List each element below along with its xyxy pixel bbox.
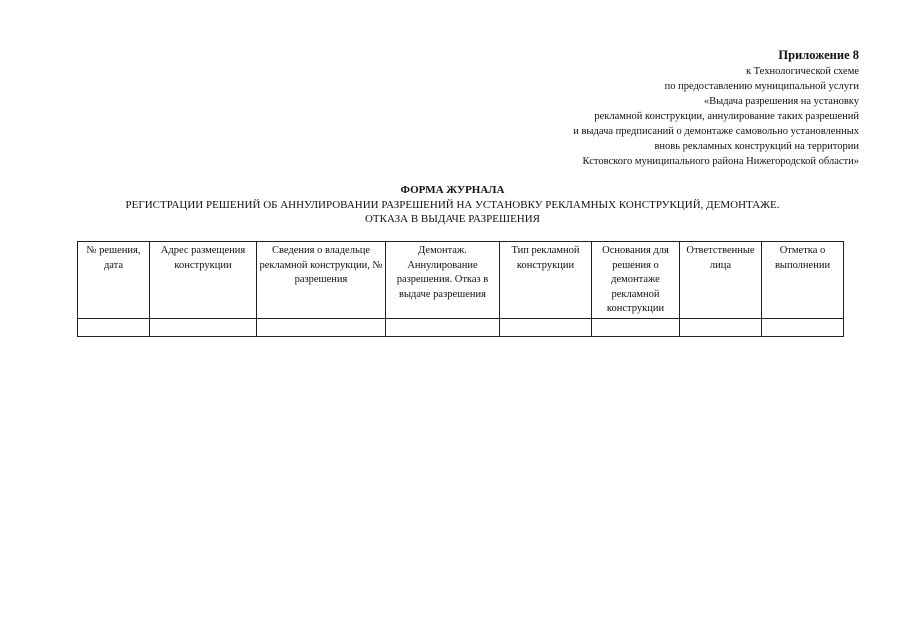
table-header-row (78, 242, 844, 319)
table-cell (592, 318, 680, 336)
appendix-header (573, 47, 859, 169)
column-header-decision-number: № решения, дата (78, 242, 150, 319)
column-header-grounds: Основания для решения о демонтаже рекламной конструкции (592, 242, 680, 319)
appendix-line: рекламной конструкции, аннулирование таких разрешений (594, 111, 859, 122)
column-header-action: Демонтаж. Аннулирование разрешения. Отказ в выдаче разрешения (386, 242, 500, 319)
column-header-responsible: Ответственные лица (680, 242, 762, 319)
column-header-completion-mark: Отметка о выполнении (762, 242, 844, 319)
column-header-address: Адрес размещения конструкции (150, 242, 257, 319)
form-title: ФОРМА ЖУРНАЛА (400, 184, 505, 196)
table-row (78, 318, 844, 336)
table-cell (257, 318, 386, 336)
appendix-line: «Выдача разрешения на установку (703, 96, 859, 107)
table-cell (150, 318, 257, 336)
journal-table (77, 241, 844, 337)
form-subtitle-line1: РЕГИСТРАЦИИ РЕШЕНИЙ ОБ АННУЛИРОВАНИИ РАЗРЕШЕНИЙ НА УСТАНОВКУ РЕКЛАМНЫХ КОНСТРУКЦИЙ, ДЕМОНТАЖЕ. (125, 198, 780, 211)
table-cell (680, 318, 762, 336)
appendix-line: по предоставлению муниципальной услуги (664, 81, 859, 92)
table-cell (500, 318, 592, 336)
table-cell (386, 318, 500, 336)
form-heading (0, 183, 905, 227)
column-header-construction-type: Тип рекламной конструкции (500, 242, 592, 319)
appendix-line: и выдача предписаний о демонтаже самовольно установленных (573, 126, 859, 137)
appendix-line: к Технологической схеме (745, 66, 859, 77)
appendix-line: вновь рекламных конструкций на территории (654, 141, 859, 152)
appendix-line: Кстовского муниципального района Нижегородской области» (582, 156, 859, 167)
form-subtitle-line2: ОТКАЗА В ВЫДАЧЕ РАЗРЕШЕНИЯ (364, 213, 541, 225)
column-header-owner-info: Сведения о владельце рекламной конструкции, № разрешения (257, 242, 386, 319)
table-cell (78, 318, 150, 336)
table-cell (762, 318, 844, 336)
appendix-title: Приложение 8 (778, 48, 859, 62)
